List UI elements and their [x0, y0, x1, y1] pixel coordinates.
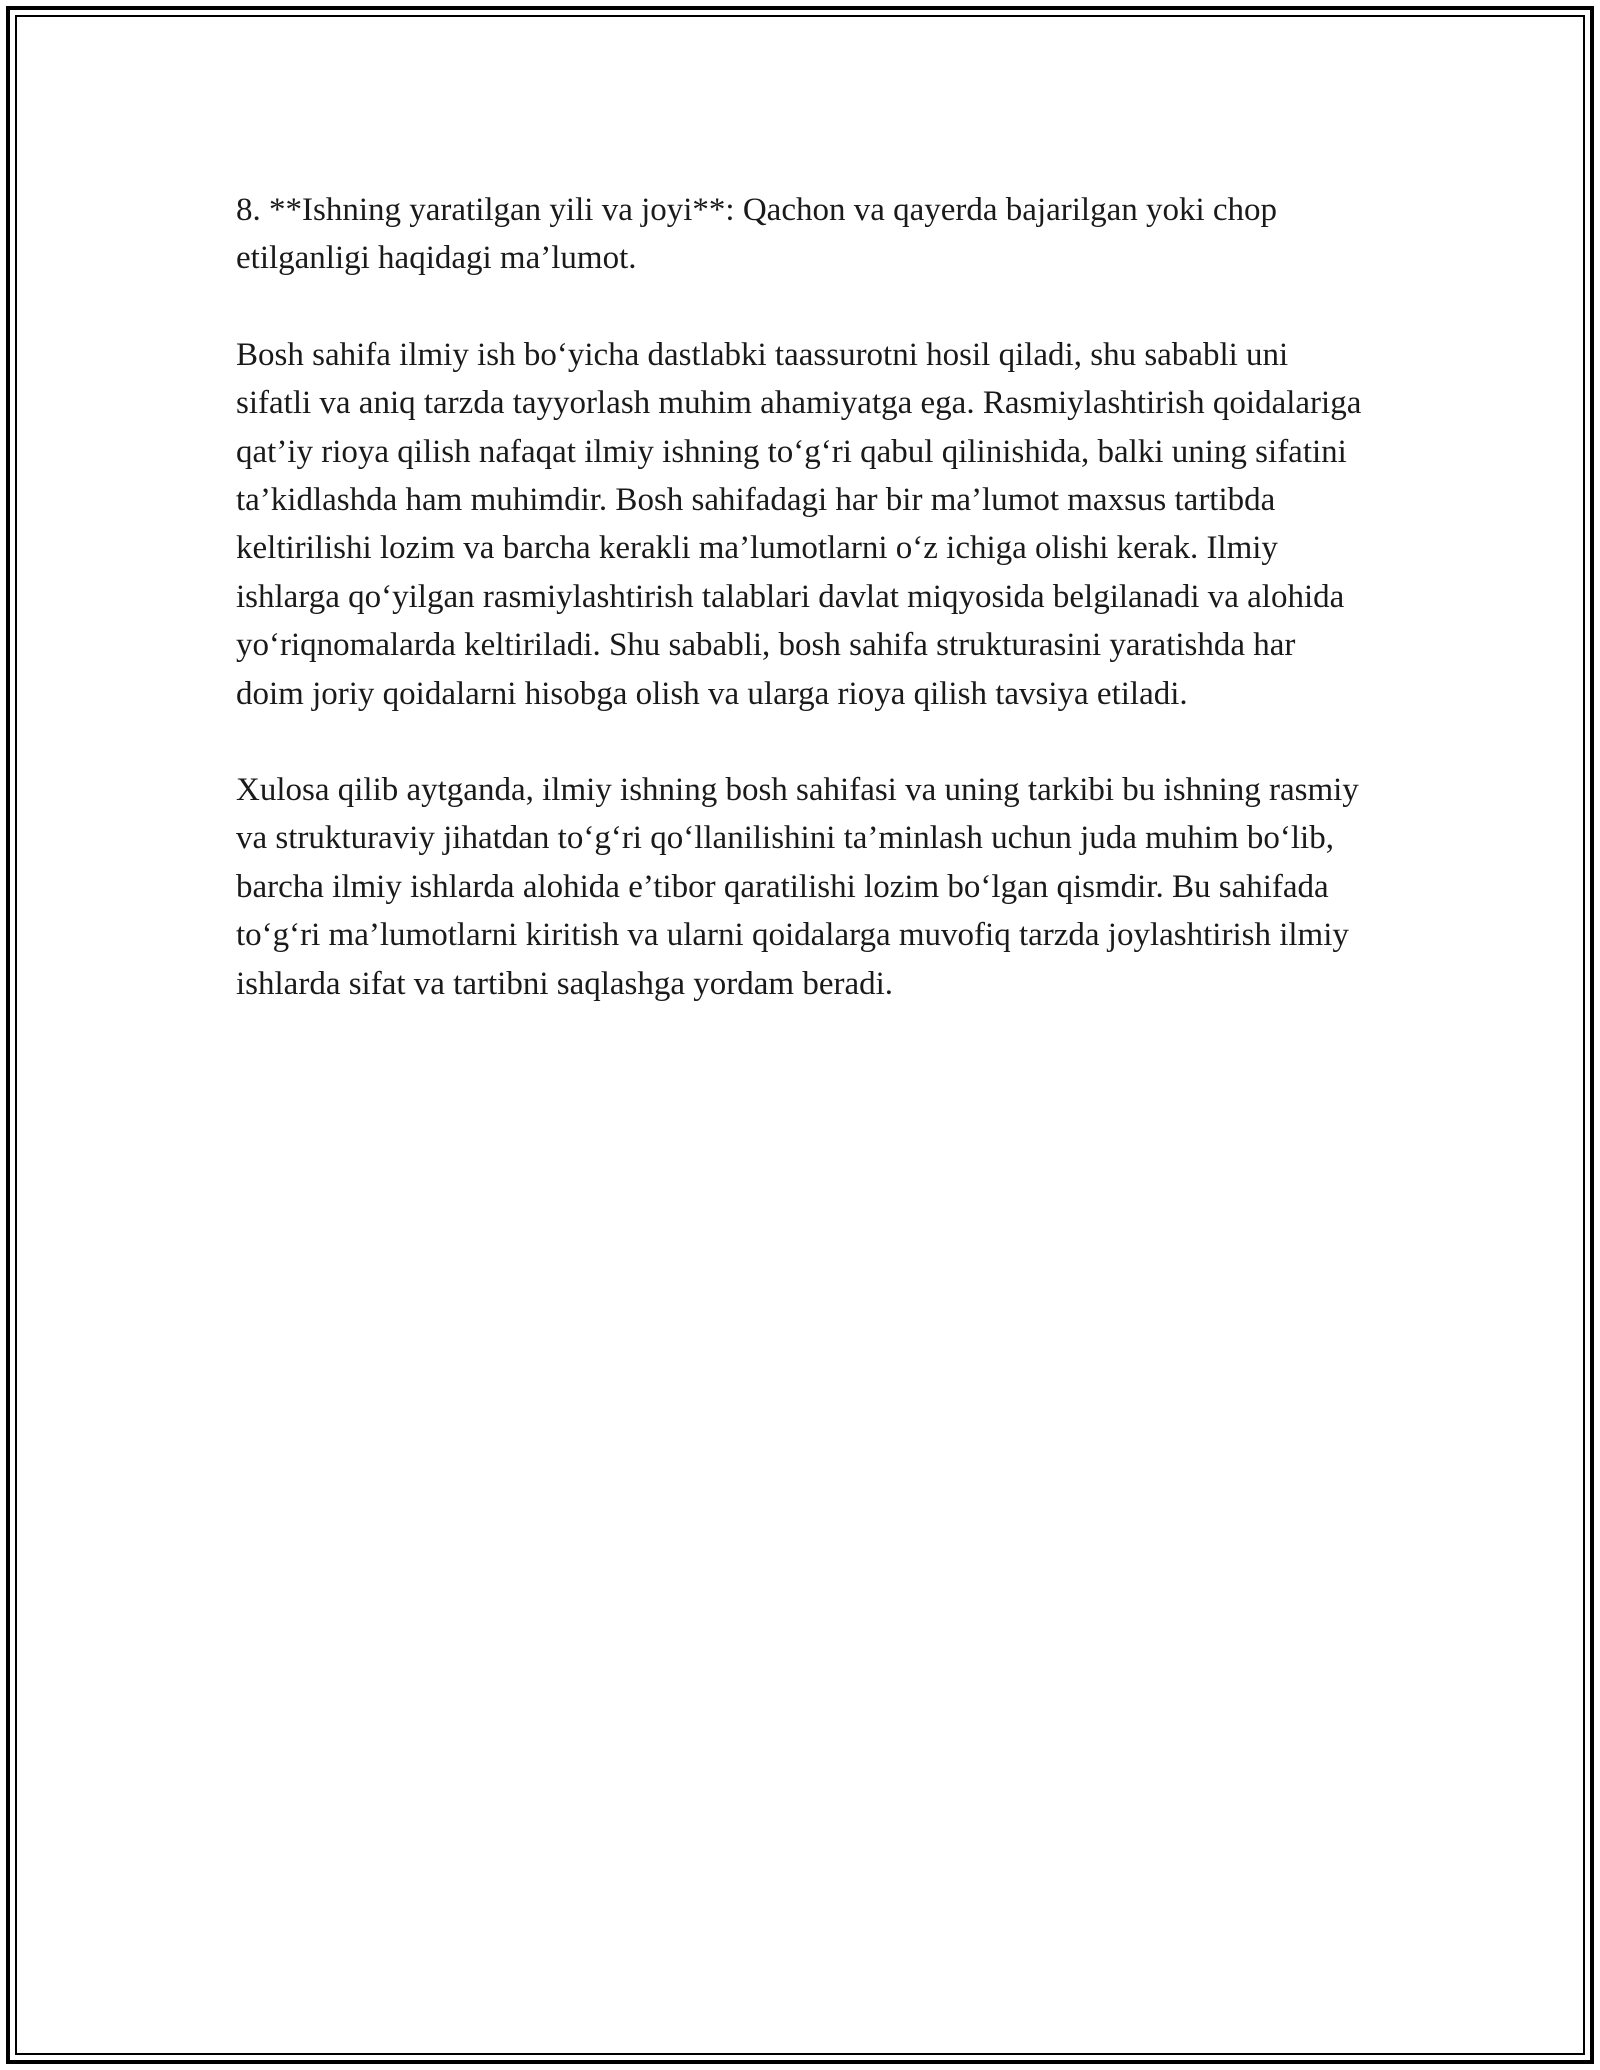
paragraph-title-page-importance: Bosh sahifa ilmiy ish bo‘yicha dastlabki taassurotni hosil qiladi, shu sababli uni sifatli va aniq tarzda tayyorlash muhim ahamiyatga ega. Rasmiylashtirish qoidalariga qat’iy rioya qilish nafaqat ilmiy ishning to‘g‘ri qabul qilinishida, balki uning sifatini ta’kidlashda ham muhimdir. Bosh sahifadagi har bir ma’lumot maxsus tartibda keltirilishi lozim va barcha kerakli ma’lumotlarni o‘z ichiga olishi kerak. Ilmiy ishlarga qo‘yilgan rasmiylashtirish talablari davlat miqyosida belgilanadi va alohida yo‘riqnomalarda keltiriladi. Shu sababli, bosh sahifa strukturasini yaratishda har doim joriy qoidalarni hisobga olish va ularga rioya qilish tavsiya etiladi. — [236, 336, 1362, 712]
paragraph-list-item-8: 8. **Ishning yaratilgan yili va joyi**: Qachon va qayerda bajarilgan yoki chop etilganligi haqidagi ma’lumot. — [236, 192, 1278, 277]
paragraph-conclusion: Xulosa qilib aytganda, ilmiy ishning bosh sahifasi va uning tarkibi bu ishning rasmiy va strukturaviy jihatdan to‘g‘ri qo‘llanilishini ta’minlash uchun juda muhim bo‘lib, barcha ilmiy ishlarda alohida e’tibor qaratilishi lozim bo‘lgan qismdir. Bu sahifada to‘g‘ri ma’lumotlarni kiritish va ularni qoidalarga muvofiq tarzda joylashtirish ilmiy ishlarda sifat va tartibni saqlashga yordam beradi. — [236, 772, 1359, 1002]
document-body — [236, 186, 1368, 1056]
